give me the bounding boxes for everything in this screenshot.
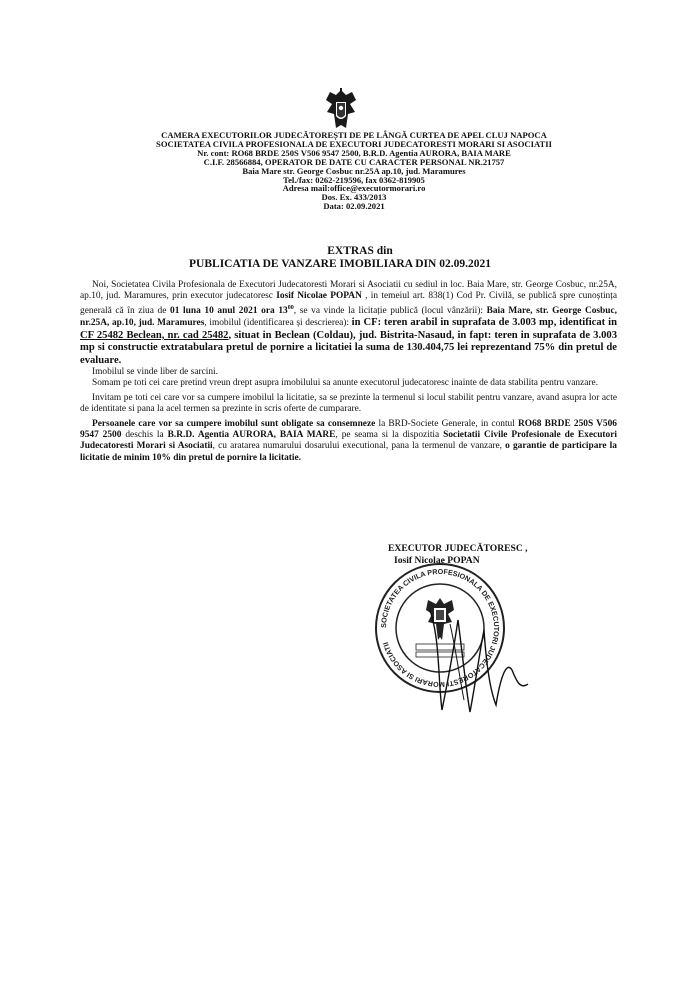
header-bank-account: Nr. cont: RO68 BRDE 250S V506 9547 2500, B.R.D. Agentia AURORA, BAIA MARE: [197, 147, 511, 158]
title-line-2: PUBLICATIA DE VANZARE IMOBILIARA DIN 02.09.2021: [189, 258, 491, 270]
p1-text-c: , in temeiul art. 838(1) Cod Pr. Civilă, se publică spre cunoștința generală că în ziua de: [80, 291, 617, 316]
header-phone: Tel./fax: 0262-219596, fax 0362-819905: [283, 174, 425, 185]
header-chamber: CAMERA EXECUTORILOR JUDECĂTOREȘTI DE PE LÂNGĂ CURTEA DE APEL CLUJ NAPOCA: [161, 130, 547, 140]
property-price: , situat in Beclean (Coldau), jud. Bistrita-Nasaud, in fapt: teren in suprafata de 3.003 mp si constructie extratabulara pretul de pornire a licitatiei la suma de 130.404,75 lei reprezentand 75% din pretul de evaluare.: [80, 329, 617, 366]
bank-agency: B.R.D. Agentia AURORA, BAIA MARE: [167, 430, 336, 440]
document-title: [0, 245, 680, 271]
header-date: Data: 02.09.2021: [323, 201, 385, 212]
bank-account-number: RO68 BRDE 250S V506 9547 2500: [80, 418, 617, 440]
signature-name: Iosif Nicolae POPAN: [394, 555, 480, 566]
p1-text-e: , se va vinde la licitație publică (locul vânzării):: [293, 305, 487, 316]
p5-text-f: , pe seama si la dispozitia: [335, 430, 444, 440]
header-email: Adresa mail:office@executormorari.ro: [282, 183, 426, 194]
p1-text-a: Noi, Societatea Civila Profesionala de Executori Judecatoresti Morari si Asociatii cu sediul in loc. Baia Mare, str. George Cosbuc, nr.25A, ap.10, jud. Maramures, prin executor judecatoresc: [80, 280, 617, 302]
auction-date: 01 luna 10 anul 2021 ora 13: [170, 305, 288, 316]
p5-text-b: la BRD-Societe Generale, in contul: [375, 418, 519, 429]
executor-name: Iosif Nicolae POPAN: [276, 291, 362, 302]
document-header: [0, 131, 680, 211]
header-address: Baia Mare str. George Cosbuc nr.25A ap.10, jud. Maramures: [242, 165, 466, 176]
property-cf-reference: CF 25482 Beclean, nr. cad 25482: [80, 329, 229, 341]
guarantee-amount: o garantie de participare la licitatie de minim 10% din pretul de pornire la licitatie.: [80, 441, 617, 463]
paragraph-guarantee: [80, 419, 617, 465]
document-body: [80, 280, 617, 464]
auction-location: Baia Mare, str. George Cosbuc, nr.25A, ap.10, jud. Maramures: [80, 305, 617, 329]
signature-title: EXECUTOR JUDECĂTORESC ,: [388, 543, 528, 554]
property-description: in CF: teren arabil in suprafata de 3.003 mp, identificat in: [351, 317, 617, 329]
coat-of-arms-icon: [322, 88, 360, 132]
p5-text-a: Persoanele care vor sa cumpere imobilul sunt obligate sa consemneze: [92, 418, 376, 429]
paragraph-sale-notice: [80, 280, 617, 367]
paragraph-invitation: Invitam pe toti cei care vor sa cumpere imobilul la licitatie, sa se prezinte la termenul si locul stabilit pentru vanzare, avand asupra lor acte de identitate si pana la acel termen sa prezinte in scris oferte de cumparare.: [80, 392, 617, 415]
header-company: SOCIETATEA CIVILA PROFESIONALA DE EXECUTORI JUDECATORESTI MORARI SI ASOCIATII: [156, 138, 552, 149]
paragraph-summons: Somam pe toti cei care pretind vreun drept asupra imobilului sa anunte executorul judecatoresc inainte de data stabilita pentru vanzare.: [92, 378, 599, 389]
stamp-ring-text: SOCIETATEA CIVILA PROFESIONALA DE EXECUTORI JUDECATORESTI MORARI SI ASOCIATII: [378, 566, 502, 690]
header-cif: C.I.F. 28566884, OPERATOR DE DATE CU CARACTER PERSONAL NR.21757: [203, 156, 505, 167]
auction-time-minutes: 00: [287, 304, 294, 311]
header-case-number: Dos. Ex. 433/2013: [321, 192, 387, 203]
paragraph-encumbrances: Imobilul se vinde liber de sarcini.: [92, 366, 219, 377]
company-name: Societatii Civile Profesionale de Executori Judecatoresti Morari si Asociatii: [80, 430, 617, 452]
p5-text-h: , cu aratarea numarului dosarului executional, pana la termenul de vanzare,: [212, 441, 506, 452]
handwritten-signature: [420, 600, 540, 720]
title-line-1: EXTRAS din: [327, 245, 393, 257]
p5-text-d: deschis la: [121, 430, 168, 440]
p1-text-g: , imobilul (identificarea și descrierea):: [204, 318, 352, 329]
